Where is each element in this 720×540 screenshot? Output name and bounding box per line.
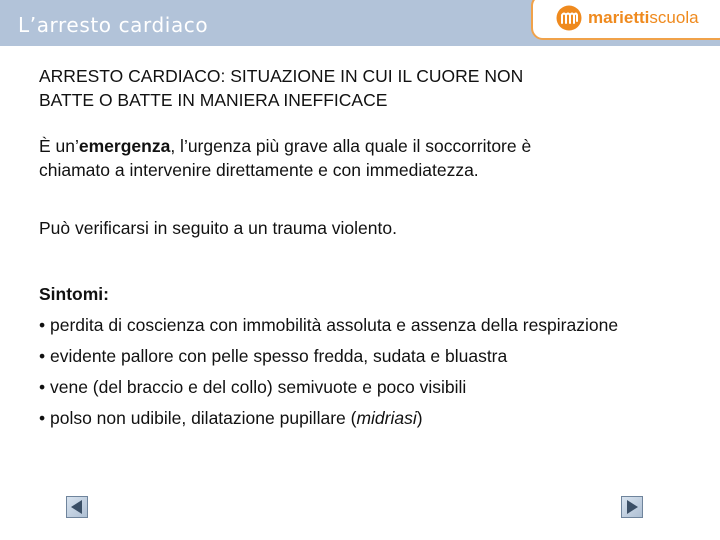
slide-content <box>39 64 709 428</box>
symptom-4-end: ) <box>416 408 423 428</box>
symptom-4-start: • polso non udibile, dilatazione pupillare ( <box>39 408 357 428</box>
cause-paragraph: Può verificarsi in seguito a un trauma violento. <box>39 218 397 238</box>
logo-text-regular: scuola <box>649 8 699 27</box>
list-item: • vene (del braccio e del collo) semivuote e poco visibili <box>39 377 467 397</box>
list-item: • perdita di coscienza con immobilità assoluta e assenza della respirazione <box>39 315 619 335</box>
list-item: • evidente pallore con pelle spesso fredda, sudata e bluastra <box>39 346 508 366</box>
page-title: L’arresto cardiaco <box>18 13 209 37</box>
definition-line-2: chiamato a intervenire direttamente e con immediatezza. <box>39 160 479 180</box>
slide-heading <box>39 64 709 112</box>
definition-line-1 <box>39 134 531 158</box>
marietti-logo-icon <box>556 5 582 31</box>
heading-line-1: ARRESTO CARDIACO: SITUAZIONE IN CUI IL CUORE NON <box>39 66 524 86</box>
definition-start: È un’ <box>39 136 79 156</box>
emphasis-emergenza: emergenza <box>78 136 171 156</box>
previous-slide-button[interactable] <box>66 496 88 518</box>
definition-paragraph <box>39 134 531 182</box>
list-item <box>39 406 618 437</box>
next-slide-button[interactable] <box>621 496 643 518</box>
logo-text-bold: marietti <box>588 8 650 27</box>
definition-rest: , l’urgenza più grave alla quale il soccorritore è <box>170 136 532 156</box>
triangle-left-icon <box>67 497 87 517</box>
logo-wordmark <box>588 9 699 27</box>
symptom-4-italic: midriasi <box>356 408 417 428</box>
symptoms-list <box>39 313 618 437</box>
heading-line-2: BATTE O BATTE IN MANIERA INEFFICACE <box>39 90 388 110</box>
triangle-right-icon <box>622 497 642 517</box>
symptoms-label: Sintomi: <box>39 284 109 304</box>
